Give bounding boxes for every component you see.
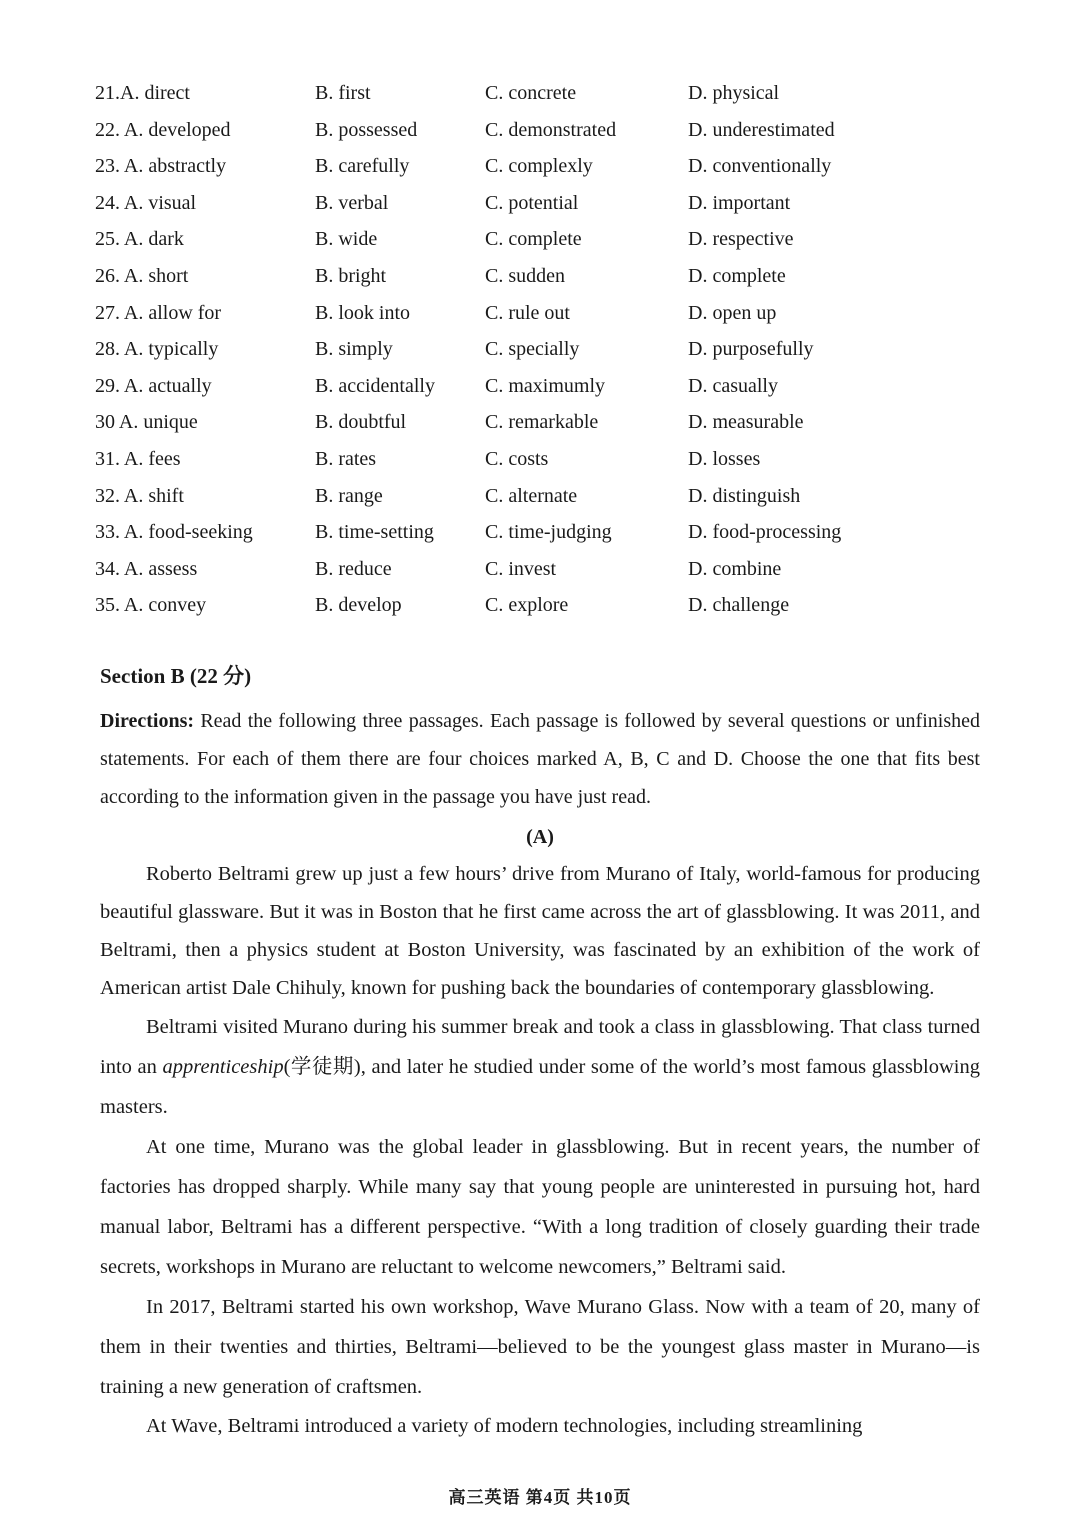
option-b: B. accidentally [315, 374, 435, 397]
option-row [95, 261, 995, 298]
option-a: 24. A. visual [95, 191, 197, 214]
directions-text: Read the following three passages. Each passage is followed by several questions or unfinished statements. For each of them there are four choices marked A, B, C and D. Choose the one that fits best according to the information given in the passage you have just read. [100, 710, 980, 808]
option-c: C. demonstrated [485, 118, 617, 141]
option-d: D. underestimated [688, 118, 835, 141]
option-c: C. costs [485, 447, 549, 470]
option-d: D. combine [688, 557, 782, 580]
option-c: C. specially [485, 338, 580, 361]
option-a: 34. A. assess [95, 557, 198, 580]
option-b: B. carefully [315, 155, 410, 178]
option-c: C. sudden [485, 264, 565, 287]
option-a: 33. A. food-seeking [95, 521, 253, 544]
option-b: B. develop [315, 594, 402, 617]
option-d: D. complete [688, 264, 786, 287]
page-footer: 高三英语 第4页 共10页 [448, 1488, 632, 1507]
option-c: C. concrete [485, 82, 577, 104]
option-row [95, 371, 995, 408]
option-a: 29. A. actually [95, 374, 212, 397]
option-d: D. measurable [688, 411, 804, 434]
option-row [95, 481, 995, 518]
option-d: D. distinguish [688, 484, 801, 507]
passage-paragraph-3: At one time, Murano was the global leader in glassblowing. But in recent years, the number of factories has dropped sharply. While many say that young people are uninterested in pursuing hot, hard manual labor, Beltrami has a different perspective. “With a long tradition of closely guarding their trade secrets, workshops in Murano are reluctant to welcome newcomers,” Beltrami said. [100, 1136, 980, 1278]
option-c: C. complexly [485, 155, 593, 178]
option-row [95, 151, 995, 188]
passage-paragraph-4: In 2017, Beltrami started his own workshop, Wave Murano Glass. Now with a team of 20, many of them in their twenties and thirties, Beltrami—believed to be the youngest glass master in Murano—is training a new generation of craftsmen. [100, 1296, 980, 1398]
option-b: B. simply [315, 338, 393, 361]
section-b [100, 660, 980, 1445]
option-b: B. possessed [315, 118, 418, 141]
option-row [95, 334, 995, 371]
option-a: 30 A. unique [95, 411, 198, 434]
option-d: D. conventionally [688, 155, 832, 178]
option-c: C. explore [485, 594, 569, 617]
option-row [95, 188, 995, 225]
option-a: 32. A. shift [95, 484, 184, 507]
option-c: C. alternate [485, 484, 578, 507]
option-d: D. purposefully [688, 338, 814, 361]
p2-before: Beltrami visited Murano during his summer break and took a class in glassblowing. That class turned into an [100, 1016, 980, 1078]
option-a: 21.A. direct [95, 82, 190, 104]
option-d: D. casually [688, 374, 778, 397]
option-row [95, 590, 995, 627]
option-a: 28. A. typically [95, 338, 219, 361]
option-b: B. look into [315, 301, 411, 324]
passage-paragraph-2 [100, 1007, 980, 1127]
option-b: B. time-setting [315, 521, 434, 544]
option-b: B. reduce [315, 557, 392, 580]
passage-paragraph-1: Roberto Beltrami grew up just a few hours’ drive from Murano of Italy, world-famous for producing beautiful glassware. But it was in Boston that he first came across the art of glassblowing. It was 2011, and Beltrami, then a physics student at Boston University, was fascinated by an exhibition of the work of American artist Dale Chihuly, known for pushing back the boundaries of contemporary glassblowing. [100, 863, 980, 999]
option-row [95, 517, 995, 554]
option-d: D. food-processing [688, 521, 842, 544]
option-a: 27. A. allow for [95, 301, 222, 324]
option-a: 31. A. fees [95, 447, 181, 470]
option-b: B. verbal [315, 191, 389, 214]
option-d: D. losses [688, 447, 761, 470]
option-row [95, 224, 995, 261]
answer-options-table [95, 78, 995, 627]
option-row [95, 78, 995, 115]
directions [100, 702, 980, 816]
option-b: B. first [315, 82, 371, 104]
directions-label: Directions: [100, 710, 195, 732]
option-b: B. range [315, 484, 383, 507]
p2-italic-term: apprenticeship [162, 1056, 284, 1078]
section-title: Section B (22 分) [100, 664, 252, 688]
option-b: B. wide [315, 228, 378, 251]
option-d: D. open up [688, 301, 777, 324]
option-row [95, 554, 995, 591]
passage-label: (A) [526, 826, 554, 848]
option-row [95, 444, 995, 481]
option-c: C. invest [485, 557, 557, 580]
option-d: D. important [688, 191, 791, 214]
option-c: C. rule out [485, 301, 570, 324]
option-c: C. remarkable [485, 411, 599, 434]
option-d: D. respective [688, 228, 794, 251]
option-a: 23. A. abstractly [95, 155, 227, 178]
option-d: D. physical [688, 82, 780, 104]
p2-after: (学徒期), and later he studied under some of the world’s most famous glassblowing masters. [100, 1056, 980, 1118]
option-c: C. maximumly [485, 374, 605, 397]
option-b: B. doubtful [315, 411, 407, 434]
option-a: 26. A. short [95, 264, 189, 287]
option-d: D. challenge [688, 594, 790, 617]
option-c: C. potential [485, 191, 579, 214]
option-b: B. rates [315, 447, 377, 470]
option-row [95, 407, 995, 444]
option-c: C. time-judging [485, 521, 612, 544]
option-row [95, 298, 995, 335]
option-c: C. complete [485, 228, 582, 251]
option-a: 25. A. dark [95, 228, 184, 251]
option-b: B. bright [315, 264, 387, 287]
option-a: 22. A. developed [95, 118, 231, 141]
passage-paragraph-5: At Wave, Beltrami introduced a variety of modern technologies, including streamlining [146, 1415, 863, 1437]
option-row [95, 115, 995, 152]
option-a: 35. A. convey [95, 594, 207, 617]
